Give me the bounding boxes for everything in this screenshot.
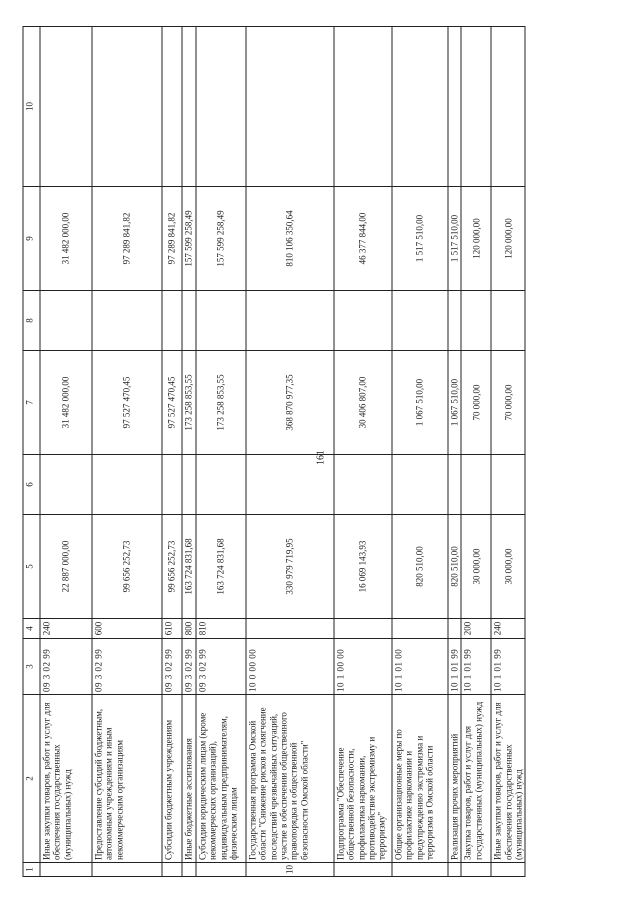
- table-row: [334, 27, 392, 877]
- header-cell: 5: [23, 515, 40, 619]
- row-number-cell: [448, 863, 461, 877]
- row-code-cell: 10 1 01 99: [491, 639, 525, 695]
- row-col6-cell: [448, 455, 461, 515]
- row-name-cell: Субсидии юридическим лицам (кроме некоммерческих организаций), индивидуальным предпринимателям, физическим лицам: [196, 695, 246, 863]
- row-code-cell: 10 1 01 99: [461, 639, 491, 695]
- row-code-cell: 09 3 02 99: [92, 639, 162, 695]
- row-type-cell: 240: [40, 619, 92, 639]
- row-name-cell: Иные закупки товаров, работ и услуг для обеспечения государственных (муниципальных) нужд: [491, 695, 525, 863]
- row-type-cell: [392, 619, 448, 639]
- row-name-cell: Реализация прочих мероприятий: [448, 695, 461, 863]
- row-col8-cell: [461, 291, 491, 351]
- row-type-cell: [246, 619, 334, 639]
- row-amount-2020-cell: 163 724 831,68: [182, 515, 196, 619]
- row-col6-cell: [40, 455, 92, 515]
- row-col8-cell: [334, 291, 392, 351]
- row-number-cell: [162, 863, 182, 877]
- row-amount-2020-cell: 30 000,00: [461, 515, 491, 619]
- table-row: [246, 27, 334, 877]
- row-amount-2021-cell: 70 000,00: [491, 351, 525, 455]
- row-type-cell: 610: [162, 619, 182, 639]
- row-amount-2020-cell: 30 000,00: [491, 515, 525, 619]
- row-code-cell: 09 3 02 99: [162, 639, 182, 695]
- row-amount-2022-cell: 97 289 841,82: [162, 187, 182, 291]
- row-amount-2020-cell: 99 656 252,73: [162, 515, 182, 619]
- row-amount-2022-cell: 157 599 258,49: [182, 187, 196, 291]
- row-number-cell: [461, 863, 491, 877]
- row-amount-2021-cell: 1 067 510,00: [448, 351, 461, 455]
- header-cell: 8: [23, 291, 40, 351]
- row-col10-cell: [461, 27, 491, 187]
- table-row: [162, 27, 182, 877]
- row-col8-cell: [162, 291, 182, 351]
- row-amount-2021-cell: 97 527 470,45: [92, 351, 162, 455]
- row-type-cell: [448, 619, 461, 639]
- row-code-cell: 09 3 02 99: [40, 639, 92, 695]
- row-col10-cell: [196, 27, 246, 187]
- row-amount-2021-cell: 173 258 853,55: [182, 351, 196, 455]
- row-amount-2020-cell: 820 510,00: [392, 515, 448, 619]
- row-col6-cell: [182, 455, 196, 515]
- row-amount-2021-cell: 31 482 000,00: [40, 351, 92, 455]
- row-code-cell: 09 3 02 99: [182, 639, 196, 695]
- row-col6-cell: [491, 455, 525, 515]
- row-col8-cell: [182, 291, 196, 351]
- row-amount-2022-cell: 31 482 000,00: [40, 187, 92, 291]
- row-col10-cell: [92, 27, 162, 187]
- row-col6-cell: [461, 455, 491, 515]
- row-code-cell: 10 1 01 00: [392, 639, 448, 695]
- row-col6-cell: [162, 455, 182, 515]
- row-col8-cell: [246, 291, 334, 351]
- row-number-cell: [40, 863, 92, 877]
- row-col8-cell: [92, 291, 162, 351]
- row-code-cell: 10 0 00 00: [246, 639, 334, 695]
- row-amount-2022-cell: 1 517 510,00: [448, 187, 461, 291]
- row-code-cell: 10 1 01 99: [448, 639, 461, 695]
- header-cell: 3: [23, 639, 40, 695]
- row-name-cell: Предоставление субсидий бюджетным, автономным учреждениям и иным некоммерческим организациям: [92, 695, 162, 863]
- row-amount-2022-cell: 97 289 841,82: [92, 187, 162, 291]
- row-type-cell: 810: [196, 619, 246, 639]
- row-type-cell: 600: [92, 619, 162, 639]
- budget-table-rotated: [23, 27, 618, 877]
- row-code-cell: 10 1 00 00: [334, 639, 392, 695]
- row-type-cell: 200: [461, 619, 491, 639]
- row-name-cell: Иные закупки товаров, работ и услуг для обеспечения государственных (муниципальных) нужд: [40, 695, 92, 863]
- row-number-cell: [182, 863, 196, 877]
- table-row: [182, 27, 196, 877]
- row-col6-cell: [196, 455, 246, 515]
- header-cell: 10: [23, 27, 40, 187]
- row-amount-2022-cell: 46 377 844,00: [334, 187, 392, 291]
- header-row: [23, 27, 40, 877]
- row-col8-cell: [40, 291, 92, 351]
- row-col6-cell: [246, 455, 334, 515]
- row-amount-2022-cell: 810 106 350,64: [246, 187, 334, 291]
- row-number-cell: [92, 863, 162, 877]
- row-col8-cell: [392, 291, 448, 351]
- row-col8-cell: [448, 291, 461, 351]
- row-col6-cell: [392, 455, 448, 515]
- budget-table: [23, 26, 526, 877]
- row-amount-2020-cell: 22 887 000,00: [40, 515, 92, 619]
- row-amount-2021-cell: 173 258 853,55: [196, 351, 246, 455]
- row-col10-cell: [334, 27, 392, 187]
- row-type-cell: 800: [182, 619, 196, 639]
- row-amount-2022-cell: 1 517 510,00: [392, 187, 448, 291]
- row-number-cell: [491, 863, 525, 877]
- row-number-cell: [196, 863, 246, 877]
- table-row: [491, 27, 525, 877]
- row-amount-2021-cell: 97 527 470,45: [162, 351, 182, 455]
- header-cell: 1: [23, 863, 40, 877]
- row-number-cell: [334, 863, 392, 877]
- row-col10-cell: [392, 27, 448, 187]
- header-cell: 2: [23, 695, 40, 863]
- row-amount-2020-cell: 99 656 252,73: [92, 515, 162, 619]
- header-cell: 4: [23, 619, 40, 639]
- header-cell: 6: [23, 455, 40, 515]
- row-col10-cell: [40, 27, 92, 187]
- row-name-cell: Закупка товаров, работ и услуг для государственных (муниципальных) нужд: [461, 695, 491, 863]
- row-amount-2021-cell: 368 870 977,35: [246, 351, 334, 455]
- row-col6-cell: [92, 455, 162, 515]
- row-name-cell: Подпрограмма "Обеспечение общественной безопасности, профилактика наркомании, противодействие экстремизму и терроризму": [334, 695, 392, 863]
- table-row: [196, 27, 246, 877]
- row-amount-2020-cell: 163 724 831,68: [196, 515, 246, 619]
- row-amount-2022-cell: 120 000,00: [491, 187, 525, 291]
- row-col6-cell: [334, 455, 392, 515]
- table-row: [92, 27, 162, 877]
- row-amount-2020-cell: 820 510,00: [448, 515, 461, 619]
- row-col10-cell: [182, 27, 196, 187]
- row-number-cell: [392, 863, 448, 877]
- row-col10-cell: [246, 27, 334, 187]
- table-row: [448, 27, 461, 877]
- table-row: [40, 27, 92, 877]
- header-cell: 7: [23, 351, 40, 455]
- row-name-cell: Государственная программа Омской области "Снижение рисков и смягчение последствий чрезвычайных ситуаций, участие в обеспечении общественного правопорядка и общественной безопасности Омской области": [246, 695, 334, 863]
- row-name-cell: Общие организационные меры по профилактике наркомании и предупреждению экстремизма и терроризма в Омской области: [392, 695, 448, 863]
- row-amount-2020-cell: 330 979 719,95: [246, 515, 334, 619]
- row-type-cell: [334, 619, 392, 639]
- row-amount-2020-cell: 16 069 143,93: [334, 515, 392, 619]
- row-amount-2021-cell: 30 406 807,00: [334, 351, 392, 455]
- row-amount-2022-cell: 120 000,00: [461, 187, 491, 291]
- row-col8-cell: [196, 291, 246, 351]
- row-code-cell: 09 3 02 99: [196, 639, 246, 695]
- row-amount-2022-cell: 157 599 258,49: [196, 187, 246, 291]
- row-type-cell: 240: [491, 619, 525, 639]
- row-col8-cell: [491, 291, 525, 351]
- row-col10-cell: [448, 27, 461, 187]
- table-row: [461, 27, 491, 877]
- row-name-cell: Субсидии бюджетным учреждениям: [162, 695, 182, 863]
- header-cell: 9: [23, 187, 40, 291]
- row-amount-2021-cell: 1 067 510,00: [392, 351, 448, 455]
- row-amount-2021-cell: 70 000,00: [461, 351, 491, 455]
- row-name-cell: Иные бюджетные ассигнования: [182, 695, 196, 863]
- page-number: 161: [315, 450, 327, 465]
- row-col10-cell: [491, 27, 525, 187]
- table-row: [392, 27, 448, 877]
- row-number-cell: 10: [246, 863, 334, 877]
- row-col10-cell: [162, 27, 182, 187]
